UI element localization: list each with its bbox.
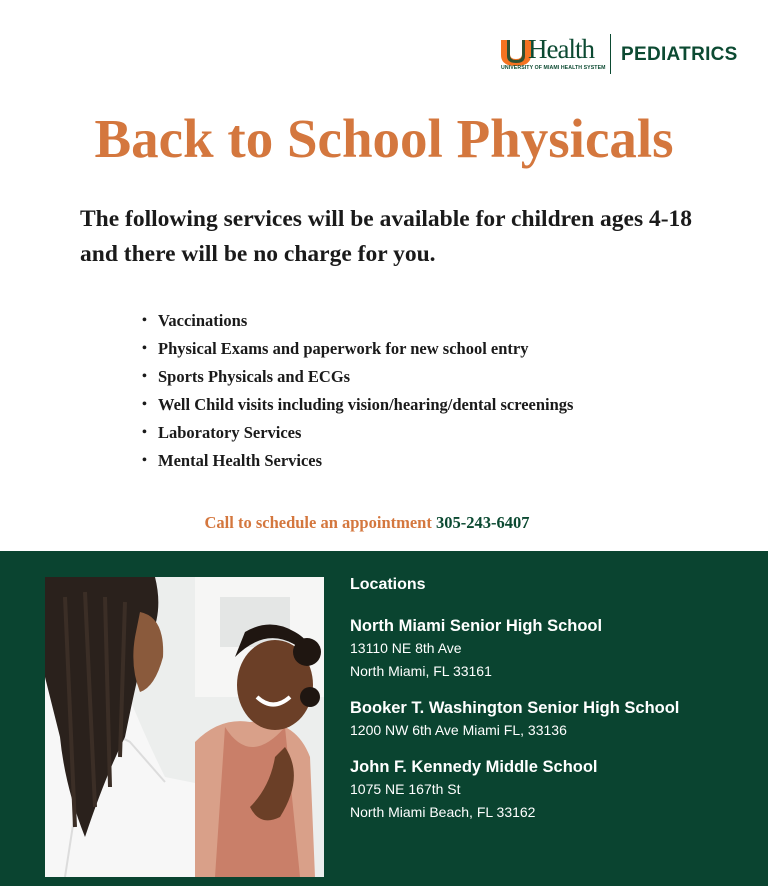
location-name: Booker T. Washington Senior High School <box>350 699 680 717</box>
bullet-icon: • <box>142 425 147 440</box>
list-item <box>142 448 573 476</box>
list-item <box>142 392 573 420</box>
services-list <box>142 308 573 476</box>
location-name: North Miami Senior High School <box>350 617 603 635</box>
logo-brand-text: Health <box>528 34 594 64</box>
phone-link[interactable]: 305-243-6407 <box>435 513 530 532</box>
list-item <box>142 364 573 392</box>
locations-list <box>350 575 750 838</box>
uhealth-pediatrics-logo <box>500 34 745 76</box>
list-item <box>142 336 573 364</box>
u-logo-icon <box>501 40 531 66</box>
page-title: Back to School Physicals <box>94 108 674 169</box>
location-item <box>350 615 750 683</box>
location-item <box>350 697 750 742</box>
locations-panel <box>0 551 768 886</box>
bullet-icon: • <box>142 397 147 412</box>
location-name: John F. Kennedy Middle School <box>350 758 598 776</box>
bullet-icon: • <box>142 369 147 384</box>
photo-illustration <box>45 577 324 877</box>
service-label: Laboratory Services <box>158 423 302 442</box>
location-address-line: 1200 NW 6th Ave Miami FL, 33136 <box>350 722 567 738</box>
logo-division: PEDIATRICS <box>621 44 738 65</box>
service-label: Well Child visits including vision/hearing/dental screenings <box>158 395 574 414</box>
locations-heading: Locations <box>350 576 426 593</box>
location-item <box>350 756 750 824</box>
list-item <box>142 308 573 336</box>
logo-subtitle: UNIVERSITY OF MIAMI HEALTH SYSTEM <box>501 65 606 71</box>
location-address-line: 1075 NE 167th St <box>350 781 461 797</box>
location-address-line: North Miami, FL 33161 <box>350 663 492 679</box>
call-to-action <box>0 513 734 533</box>
service-label: Sports Physicals and ECGs <box>158 367 351 386</box>
service-label: Physical Exams and paperwork for new school entry <box>158 339 529 358</box>
doctor-child-photo <box>45 577 324 877</box>
service-label: Vaccinations <box>158 311 248 330</box>
cta-text: Call to schedule an appointment <box>204 513 432 532</box>
location-address-line: North Miami Beach, FL 33162 <box>350 804 536 820</box>
list-item <box>142 420 573 448</box>
location-address-line: 13110 NE 8th Ave <box>350 640 462 656</box>
logo-divider <box>610 34 611 74</box>
service-label: Mental Health Services <box>158 451 323 470</box>
bullet-icon: • <box>142 341 147 356</box>
intro-text: The following services will be available for children ages 4-18 and there will be no charge for you. <box>80 206 693 267</box>
bullet-icon: • <box>142 313 147 328</box>
bullet-icon: • <box>142 453 147 468</box>
